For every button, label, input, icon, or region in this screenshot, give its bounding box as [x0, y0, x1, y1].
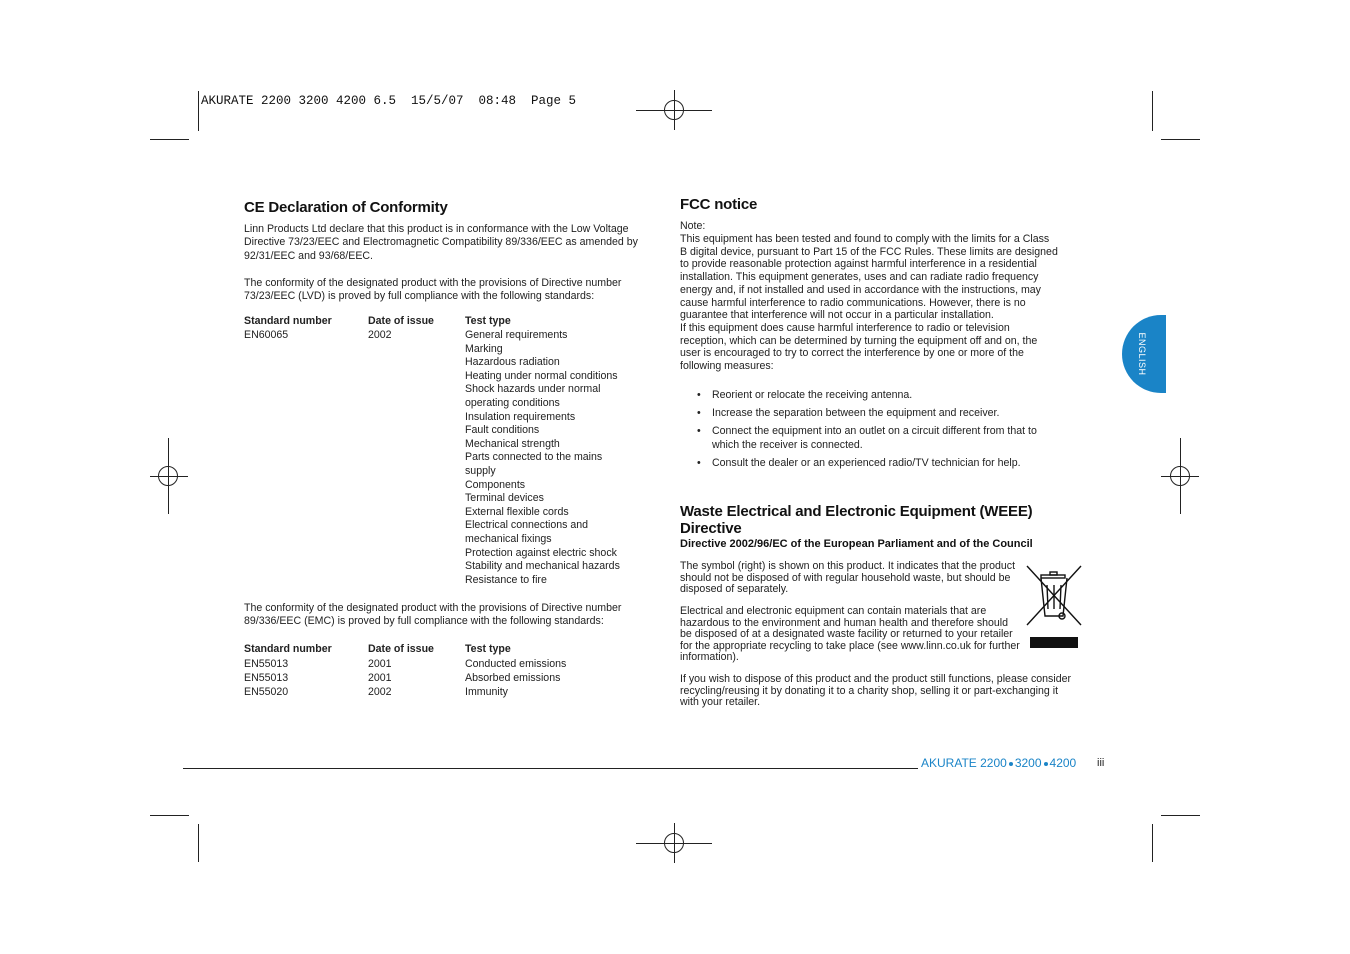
- test-item: supply: [465, 464, 496, 477]
- lvd-paragraph: The conformity of the designated product with the provisions of Directive number 73/23/EEC (LVD) is proved by full compliance with the following standards:: [244, 277, 622, 303]
- test-item: Parts connected to the mains: [465, 451, 603, 464]
- test-item: Terminal devices: [465, 492, 544, 505]
- test-item: Resistance to fire: [465, 573, 547, 586]
- test-item: operating conditions: [465, 396, 560, 409]
- test-item: Hazardous radiation: [465, 356, 560, 369]
- emc-date: 2002: [368, 686, 392, 698]
- emc-test: Absorbed emissions: [465, 672, 561, 684]
- test-item: mechanical fixings: [465, 532, 552, 545]
- lvd-standard: EN60065: [244, 329, 289, 341]
- footer-product-name: [921, 756, 1076, 770]
- bullet-separator: [1044, 762, 1048, 766]
- header-date-of-issue: Date of issue: [368, 643, 434, 655]
- fcc-line: following measures:: [680, 360, 774, 373]
- weee-subtitle: Directive 2002/96/EC of the European Parliament and of the Council: [680, 538, 1033, 550]
- fcc-line: B digital device, pursuant to Part 15 of the FCC Rules. These limits are designed: [680, 245, 1058, 258]
- emc-standard: EN55020: [244, 686, 289, 698]
- test-item: Electrical connections and: [465, 519, 589, 532]
- footer-model: 4200: [1049, 756, 1077, 770]
- weee-heading-line2: Directive: [680, 520, 742, 537]
- test-item: Protection against electric shock: [465, 546, 617, 559]
- header-date-of-issue: Date of issue: [368, 315, 434, 327]
- emc-date: 2001: [368, 658, 392, 670]
- test-item: Mechanical strength: [465, 437, 560, 450]
- crossed-out-wheelie-bin-icon: [1024, 563, 1084, 653]
- test-item: General requirements: [465, 329, 568, 341]
- emc-paragraph: The conformity of the designated product with the provisions of Directive number 89/336/EEC (EMC) is proved by full compliance with the following standards:: [244, 602, 622, 628]
- fcc-line: reception, which can be determined by turning the equipment off and on, the: [680, 334, 1038, 347]
- fcc-line: user is encouraged to try to correct the interference by one or more of the: [680, 347, 1024, 360]
- list-item: • Consult the dealer or an experienced radio/TV technician for help.: [697, 456, 1067, 470]
- footer-model: 3200: [1014, 756, 1042, 770]
- fcc-line: If this equipment does cause harmful interference to radio or television: [680, 321, 1010, 334]
- bullet-separator: [1009, 762, 1013, 766]
- test-item: Marking: [465, 342, 503, 355]
- test-item: Shock hazards under normal: [465, 383, 601, 396]
- fcc-heading: FCC notice: [680, 196, 758, 213]
- fcc-line: energy and, if not installed and used in accordance with the instructions, may: [680, 283, 1041, 296]
- language-tab-label: ENGLISH: [1137, 332, 1147, 376]
- fcc-line: cause harmful interference to radio communications. However, there is no: [680, 296, 1026, 309]
- fcc-measures-list: [697, 388, 1067, 474]
- weee-heading: [680, 503, 1032, 537]
- test-item: External flexible cords: [465, 505, 569, 518]
- lvd-date: 2002: [368, 329, 392, 341]
- page-number: iii: [1097, 757, 1105, 769]
- test-item: Components: [465, 478, 526, 491]
- emc-test: Immunity: [465, 686, 508, 698]
- list-item: • Connect the equipment into an outlet on a circuit different from that to which the receiver is connected.: [697, 424, 1047, 452]
- fcc-body: [680, 233, 1058, 373]
- emc-test: Conducted emissions: [465, 658, 567, 670]
- fcc-note-label: Note:: [680, 220, 706, 232]
- list-item: • Reorient or relocate the receiving antenna.: [697, 388, 1067, 402]
- print-slug: AKURATE 2200 3200 4200 6.5 15/5/07 08:48 Page 5: [201, 94, 577, 108]
- test-item: Insulation requirements: [465, 410, 576, 423]
- emc-standard: EN55013: [244, 672, 289, 684]
- ce-intro: Linn Products Ltd declare that this product is in conformance with the Low Voltage Directive 73/23/EEC and Electromagnetic Compatibility 89/336/EEC as amended by 92/31/EEC and 93/68/EEC.: [244, 223, 638, 262]
- fcc-line: This equipment has been tested and found to comply with the limits for a Class: [680, 233, 1050, 245]
- header-test-type: Test type: [465, 315, 511, 327]
- weee-para1: The symbol (right) is shown on this product. It indicates that the product should not be disposed of with regular household waste, but should be disposed of separately.: [680, 560, 1016, 595]
- test-item: Fault conditions: [465, 424, 540, 437]
- header-standard-number: Standard number: [244, 315, 332, 327]
- test-item: Heating under normal conditions: [465, 369, 618, 382]
- header-standard-number: Standard number: [244, 643, 332, 655]
- list-item: • Increase the separation between the equipment and receiver.: [697, 406, 1067, 420]
- emc-date: 2001: [368, 672, 392, 684]
- fcc-line: guarantee that interference will not occur in a particular installation.: [680, 309, 994, 322]
- lvd-test-list: [465, 329, 620, 587]
- footer-brand: AKURATE 2200: [921, 756, 1007, 770]
- ce-heading: CE Declaration of Conformity: [244, 199, 448, 216]
- emc-standard: EN55013: [244, 658, 289, 670]
- fcc-line: installation. This equipment generates, uses and can radiate radio frequency: [680, 271, 1039, 284]
- header-test-type: Test type: [465, 643, 511, 655]
- weee-para3: If you wish to dispose of this product and the product still functions, please consider recycling/reusing it by donating it to a charity shop, selling it or part-exchanging it with your retailer.: [680, 673, 1072, 708]
- test-item: Stability and mechanical hazards: [465, 560, 620, 573]
- weee-heading-line1: Waste Electrical and Electronic Equipment (WEEE): [680, 503, 1033, 520]
- weee-para2: Electrical and electronic equipment can contain materials that are hazardous to the environment and human health and therefore should be disposed of at a designated waste facility or returned to your retailer for the appropriate recycling to take place (see www.linn.co.uk for further information).: [680, 605, 1020, 663]
- fcc-line: to provide reasonable protection against harmful interference in a residential: [680, 258, 1037, 271]
- language-tab: [1122, 315, 1166, 393]
- footer-rule: [183, 768, 918, 769]
